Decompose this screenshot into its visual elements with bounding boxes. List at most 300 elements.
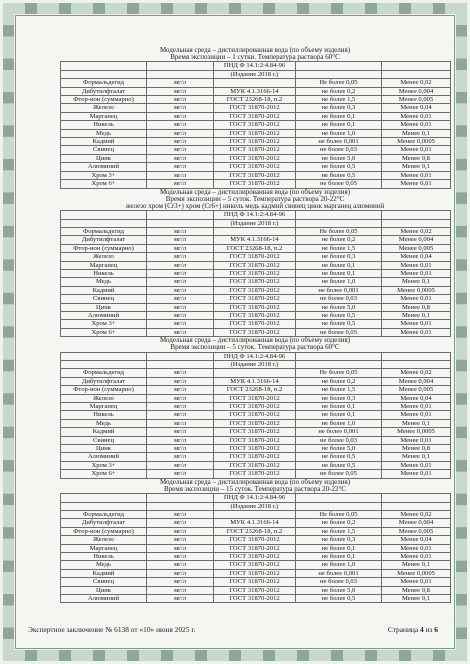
- cell-unit: мг/л: [147, 138, 214, 146]
- table-row: [61, 419, 451, 427]
- table-row: [61, 104, 451, 112]
- table-row: [61, 561, 451, 569]
- cell-method: ГОСТ 31870-2012: [214, 112, 296, 120]
- cell-indicator: Железо: [61, 253, 147, 261]
- cell-unit: мг/л: [147, 436, 214, 444]
- cell-norm: Менее 0,01: [382, 403, 451, 411]
- empty-cell: [61, 219, 147, 227]
- cell-method: ГОСТ 31870-2012: [214, 295, 296, 303]
- cell-method: ГОСТ 31870-2012: [214, 278, 296, 286]
- table-row: [61, 536, 451, 544]
- cell-unit: мг/л: [147, 561, 214, 569]
- table-row: [61, 253, 451, 261]
- cell-result: не более 0,5: [296, 453, 382, 461]
- empty-cell: [382, 70, 451, 78]
- empty-cell: [147, 62, 214, 70]
- cell-unit: мг/л: [147, 470, 214, 478]
- cell-method: ГОСТ 31870-2012: [214, 171, 296, 179]
- cell-indicator: Медь: [61, 129, 147, 137]
- cell-unit: мг/л: [147, 269, 214, 277]
- cell-norm: Менее 0,8: [382, 154, 451, 162]
- method-header-row: [61, 502, 451, 510]
- cell-unit: мг/л: [147, 369, 214, 377]
- cell-indicator: Цинк: [61, 303, 147, 311]
- table-row: [61, 129, 451, 137]
- cell-norm: Менее 0,005: [382, 527, 451, 535]
- cell-unit: мг/л: [147, 154, 214, 162]
- cell-norm: Менее 0,01: [382, 269, 451, 277]
- cell-unit: мг/л: [147, 569, 214, 577]
- empty-cell: [61, 494, 147, 502]
- table-row: [61, 163, 451, 171]
- empty-cell: [296, 219, 382, 227]
- cell-indicator: Марганец: [61, 112, 147, 120]
- table-row: [61, 510, 451, 518]
- cell-indicator: Дибутилфталат: [61, 87, 147, 95]
- cell-indicator: Алюминий: [61, 163, 147, 171]
- cell-unit: мг/л: [147, 236, 214, 244]
- cell-result: не более 0,3: [296, 253, 382, 261]
- cell-norm: Менее 0,1: [382, 419, 451, 427]
- cell-result: не более 1,0: [296, 278, 382, 286]
- cell-result: не более 0,3: [296, 394, 382, 402]
- cell-indicator: Цинк: [61, 586, 147, 594]
- cell-unit: мг/л: [147, 594, 214, 602]
- table-row: [61, 96, 451, 104]
- cell-method: ГОСТ 31870-2012: [214, 286, 296, 294]
- cell-unit: мг/л: [147, 129, 214, 137]
- cell-result: не более 0,5: [296, 311, 382, 319]
- cell-result: не более 0,03: [296, 578, 382, 586]
- cell-unit: мг/л: [147, 303, 214, 311]
- cell-norm: Менее 0,04: [382, 104, 451, 112]
- cell-method: ГОСТ 23268-18, п.2: [214, 96, 296, 104]
- cell-result: не более 5,0: [296, 586, 382, 594]
- cell-indicator: Железо: [61, 104, 147, 112]
- method-header-row: [61, 211, 451, 219]
- cell-indicator: Железо: [61, 536, 147, 544]
- cell-norm: Менее 0,1: [382, 594, 451, 602]
- method-header-row: [61, 62, 451, 70]
- cell-result: не более 5,0: [296, 445, 382, 453]
- section-title: Время экспозиции – 5 суток. Температура раствора 60°С: [170, 343, 340, 352]
- cell-method: ГОСТ 31870-2012: [214, 411, 296, 419]
- cell-unit: мг/л: [147, 244, 214, 252]
- cell-unit: мг/л: [147, 394, 214, 402]
- cell-indicator: Никель: [61, 121, 147, 129]
- results-table: [60, 352, 451, 479]
- cell-method: [214, 510, 296, 518]
- cell-result: не более 0,1: [296, 403, 382, 411]
- section-title: Модельная среда – дистиллированная вода (по объему изделия): [159, 477, 351, 486]
- cell-method: ГОСТ 31870-2012: [214, 470, 296, 478]
- cell-indicator: Фтор-ион (суммарно): [61, 527, 147, 535]
- cell-indicator: Дибутилфталат: [61, 519, 147, 527]
- cell-result: не более 0,001: [296, 138, 382, 146]
- empty-cell: [382, 352, 451, 360]
- method-header-row: [61, 352, 451, 360]
- cell-unit: мг/л: [147, 146, 214, 154]
- table-row: [61, 227, 451, 235]
- cell-unit: мг/л: [147, 552, 214, 560]
- cell-method: ГОСТ 31870-2012: [214, 269, 296, 277]
- cell-unit: мг/л: [147, 328, 214, 336]
- method-header-row: [61, 494, 451, 502]
- cell-method: ГОСТ 31870-2012: [214, 403, 296, 411]
- cell-norm: Менее 0,04: [382, 253, 451, 261]
- table-row: [61, 544, 451, 552]
- empty-cell: [147, 494, 214, 502]
- cell-indicator: Цинк: [61, 154, 147, 162]
- cell-norm: Менее 0,004: [382, 519, 451, 527]
- cell-indicator: Формальдегид: [61, 227, 147, 235]
- empty-cell: [147, 211, 214, 219]
- cell-indicator: Медь: [61, 419, 147, 427]
- cell-unit: мг/л: [147, 104, 214, 112]
- cell-method: [214, 227, 296, 235]
- cell-method: [214, 79, 296, 87]
- table-row: [61, 269, 451, 277]
- table-row: [61, 411, 451, 419]
- table-row: [61, 470, 451, 478]
- cell-method: ГОСТ 23268-18, п.2: [214, 244, 296, 252]
- empty-cell: [61, 70, 147, 78]
- cell-unit: мг/л: [147, 121, 214, 129]
- empty-cell: [296, 494, 382, 502]
- method-header-row: [61, 70, 451, 78]
- cell-method: ГОСТ 31870-2012: [214, 569, 296, 577]
- cell-result: не более 0,3: [296, 536, 382, 544]
- cell-norm: Менее 0,04: [382, 536, 451, 544]
- cell-indicator: Кадмий: [61, 138, 147, 146]
- table-row: [61, 445, 451, 453]
- cell-norm: Менее 0,1: [382, 561, 451, 569]
- footer-page-prefix: Страница: [387, 625, 421, 634]
- cell-method: ГОСТ 31870-2012: [214, 428, 296, 436]
- cell-unit: мг/л: [147, 295, 214, 303]
- cell-unit: мг/л: [147, 278, 214, 286]
- footer-page-number: [388, 625, 438, 634]
- cell-indicator: Кадмий: [61, 428, 147, 436]
- cell-norm: Менее 0,01: [382, 436, 451, 444]
- table-row: [61, 121, 451, 129]
- table-row: [61, 138, 451, 146]
- method-header-cell: ПНД Ф 14.1:2:4.84-96: [214, 352, 296, 360]
- cell-result: Не более 0,05: [296, 79, 382, 87]
- cell-result: не более 0,001: [296, 286, 382, 294]
- cell-norm: Менее 0,005: [382, 96, 451, 104]
- cell-method: ГОСТ 23268-18, п.2: [214, 386, 296, 394]
- cell-result: не более 0,5: [296, 594, 382, 602]
- cell-indicator: Никель: [61, 411, 147, 419]
- section-title: Модельная среда – дистиллированная вода (по объему изделия): [159, 336, 351, 345]
- cell-unit: мг/л: [147, 253, 214, 261]
- cell-indicator: Хром 6+: [61, 328, 147, 336]
- cell-result: не более 0,1: [296, 411, 382, 419]
- cell-method: ГОСТ 31870-2012: [214, 461, 296, 469]
- cell-method: ГОСТ 31870-2012: [214, 328, 296, 336]
- table-row: [61, 311, 451, 319]
- cell-indicator: Формальдегид: [61, 369, 147, 377]
- cell-method: ГОСТ 31870-2012: [214, 320, 296, 328]
- cell-norm: Менее 0,005: [382, 244, 451, 252]
- table-row: [61, 261, 451, 269]
- table-row: [61, 171, 451, 179]
- cell-norm: Менее 0,1: [382, 311, 451, 319]
- table-row: [61, 394, 451, 402]
- cell-result: не более 0,001: [296, 569, 382, 577]
- cell-indicator: Никель: [61, 269, 147, 277]
- cell-norm: Менее 0,01: [382, 578, 451, 586]
- method-header-cell: (Издание 2018 г.): [214, 361, 296, 369]
- cell-result: не более 0,03: [296, 436, 382, 444]
- cell-indicator: Алюминий: [61, 453, 147, 461]
- table-row: [61, 87, 451, 95]
- cell-method: [214, 369, 296, 377]
- cell-method: ГОСТ 23268-18, п.2: [214, 527, 296, 535]
- cell-indicator: Хром 3+: [61, 320, 147, 328]
- method-header-row: [61, 361, 451, 369]
- cell-method: ГОСТ 31870-2012: [214, 445, 296, 453]
- cell-unit: мг/л: [147, 79, 214, 87]
- cell-norm: Менее 0,01: [382, 261, 451, 269]
- cell-indicator: Формальдегид: [61, 510, 147, 518]
- cell-norm: Менее 0,01: [382, 470, 451, 478]
- cell-norm: Менее 0,0005: [382, 569, 451, 577]
- tables-area: [60, 47, 450, 603]
- footer-page-current: 4: [420, 625, 424, 634]
- cell-result: не более 0,2: [296, 519, 382, 527]
- cell-method: ГОСТ 31870-2012: [214, 121, 296, 129]
- empty-cell: [61, 361, 147, 369]
- empty-cell: [61, 502, 147, 510]
- cell-result: Не более 0,05: [296, 369, 382, 377]
- empty-cell: [296, 70, 382, 78]
- cell-method: ГОСТ 31870-2012: [214, 163, 296, 171]
- cell-norm: Менее 0,004: [382, 236, 451, 244]
- cell-unit: мг/л: [147, 227, 214, 235]
- empty-cell: [147, 352, 214, 360]
- cell-result: не более 0,1: [296, 552, 382, 560]
- empty-cell: [61, 352, 147, 360]
- cell-unit: мг/л: [147, 519, 214, 527]
- cell-method: МУК 4.1.3166-14: [214, 87, 296, 95]
- section-title: железо хром (Cr3+) хром (Cr6+) никель медь кадмий свинец цинк марганец алюминий: [125, 201, 385, 210]
- results-table: [60, 493, 451, 603]
- table-row: [61, 386, 451, 394]
- cell-method: ГОСТ 31870-2012: [214, 138, 296, 146]
- cell-method: ГОСТ 31870-2012: [214, 453, 296, 461]
- cell-unit: мг/л: [147, 180, 214, 188]
- cell-indicator: Марганец: [61, 403, 147, 411]
- table-row: [61, 586, 451, 594]
- section-title: Время экспозиции – 1 сутки. Температура раствора 60°С: [170, 53, 340, 62]
- empty-cell: [382, 211, 451, 219]
- method-header-cell: (Издание 2018 г.): [214, 502, 296, 510]
- cell-indicator: Фтор-ион (суммарно): [61, 96, 147, 104]
- cell-method: ГОСТ 31870-2012: [214, 394, 296, 402]
- cell-method: МУК 4.1.3166-14: [214, 519, 296, 527]
- cell-result: не более 0,1: [296, 112, 382, 120]
- cell-result: не более 0,5: [296, 320, 382, 328]
- empty-cell: [296, 211, 382, 219]
- cell-indicator: Кадмий: [61, 569, 147, 577]
- table-row: [61, 295, 451, 303]
- results-table: [60, 61, 451, 188]
- cell-norm: Менее 0,004: [382, 377, 451, 385]
- cell-method: ГОСТ 31870-2012: [214, 180, 296, 188]
- empty-cell: [147, 502, 214, 510]
- cell-indicator: Фтор-ион (суммарно): [61, 244, 147, 252]
- empty-cell: [296, 502, 382, 510]
- cell-norm: Менее 0,01: [382, 320, 451, 328]
- cell-indicator: Хром 6+: [61, 180, 147, 188]
- cell-method: ГОСТ 31870-2012: [214, 419, 296, 427]
- method-header-cell: (Издание 2018 г.): [214, 70, 296, 78]
- cell-method: ГОСТ 31870-2012: [214, 552, 296, 560]
- cell-result: не более 1,5: [296, 527, 382, 535]
- table-row: [61, 594, 451, 602]
- empty-cell: [296, 361, 382, 369]
- results-table: [60, 210, 451, 337]
- table-row: [61, 436, 451, 444]
- cell-unit: мг/л: [147, 461, 214, 469]
- table-row: [61, 244, 451, 252]
- empty-cell: [61, 62, 147, 70]
- cell-result: не более 0,5: [296, 461, 382, 469]
- cell-unit: мг/л: [147, 578, 214, 586]
- cell-method: ГОСТ 31870-2012: [214, 104, 296, 112]
- cell-unit: мг/л: [147, 445, 214, 453]
- table-row: [61, 578, 451, 586]
- empty-cell: [147, 70, 214, 78]
- table-row: [61, 320, 451, 328]
- cell-result: не более 0,05: [296, 470, 382, 478]
- cell-norm: Менее 0,01: [382, 295, 451, 303]
- cell-unit: мг/л: [147, 403, 214, 411]
- cell-method: ГОСТ 31870-2012: [214, 536, 296, 544]
- cell-unit: мг/л: [147, 453, 214, 461]
- cell-indicator: Цинк: [61, 445, 147, 453]
- section-title: Время экспозиции – 15 суток. Температура раствора 20-22°С: [164, 484, 346, 493]
- cell-result: не более 0,2: [296, 87, 382, 95]
- cell-result: не более 0,3: [296, 104, 382, 112]
- cell-result: не более 0,1: [296, 121, 382, 129]
- table-row: [61, 569, 451, 577]
- cell-method: ГОСТ 31870-2012: [214, 154, 296, 162]
- cell-result: не более 5,0: [296, 303, 382, 311]
- cell-indicator: Хром 6+: [61, 470, 147, 478]
- cell-norm: Менее 0,8: [382, 586, 451, 594]
- cell-method: ГОСТ 31870-2012: [214, 586, 296, 594]
- cell-result: не более 5,0: [296, 154, 382, 162]
- cell-indicator: Железо: [61, 394, 147, 402]
- method-header-row: [61, 219, 451, 227]
- cell-unit: мг/л: [147, 377, 214, 385]
- cell-method: ГОСТ 31870-2012: [214, 303, 296, 311]
- table-row: [61, 453, 451, 461]
- cell-indicator: Свинец: [61, 578, 147, 586]
- cell-result: не более 1,0: [296, 561, 382, 569]
- cell-norm: Менее 0,005: [382, 386, 451, 394]
- cell-norm: Менее 0,02: [382, 227, 451, 235]
- cell-method: МУК 4.1.3166-14: [214, 236, 296, 244]
- cell-result: не более 0,1: [296, 544, 382, 552]
- cell-result: не более 1,5: [296, 244, 382, 252]
- table-row: [61, 236, 451, 244]
- cell-method: ГОСТ 31870-2012: [214, 578, 296, 586]
- cell-norm: Менее 0,01: [382, 112, 451, 120]
- cell-result: не более 0,2: [296, 377, 382, 385]
- cell-indicator: Хром 3+: [61, 171, 147, 179]
- cell-unit: мг/л: [147, 536, 214, 544]
- footer-document-ref: Экспертное заключение № 6138 от «10» июня 2025 г.: [28, 625, 196, 634]
- table-row: [61, 146, 451, 154]
- cell-norm: Менее 0,8: [382, 303, 451, 311]
- cell-result: не более 0,05: [296, 180, 382, 188]
- cell-result: не более 0,03: [296, 295, 382, 303]
- cell-norm: Менее 0,1: [382, 278, 451, 286]
- cell-norm: Менее 0,01: [382, 461, 451, 469]
- table-row: [61, 527, 451, 535]
- method-header-cell: ПНД Ф 14.1:2:4.84-96: [214, 211, 296, 219]
- empty-cell: [147, 219, 214, 227]
- cell-method: ГОСТ 31870-2012: [214, 261, 296, 269]
- cell-result: Не более 0,05: [296, 510, 382, 518]
- cell-indicator: Хром 3+: [61, 461, 147, 469]
- cell-indicator: Медь: [61, 561, 147, 569]
- empty-cell: [296, 352, 382, 360]
- cell-unit: мг/л: [147, 87, 214, 95]
- empty-cell: [147, 361, 214, 369]
- cell-norm: Менее 0,01: [382, 552, 451, 560]
- cell-indicator: Формальдегид: [61, 79, 147, 87]
- cell-unit: мг/л: [147, 419, 214, 427]
- empty-cell: [61, 211, 147, 219]
- cell-indicator: Марганец: [61, 544, 147, 552]
- table-row: [61, 369, 451, 377]
- cell-indicator: Дибутилфталат: [61, 236, 147, 244]
- empty-cell: [382, 361, 451, 369]
- cell-indicator: Свинец: [61, 146, 147, 154]
- cell-indicator: Алюминий: [61, 311, 147, 319]
- cell-norm: Менее 0,01: [382, 146, 451, 154]
- cell-norm: Менее 0,0005: [382, 428, 451, 436]
- cell-norm: Менее 0,01: [382, 171, 451, 179]
- empty-cell: [382, 502, 451, 510]
- table-row: [61, 461, 451, 469]
- cell-result: не более 0,5: [296, 171, 382, 179]
- cell-norm: Менее 0,01: [382, 544, 451, 552]
- method-header-cell: ПНД Ф 14.1:2:4.84-96: [214, 494, 296, 502]
- section-title: Модельная среда – дистиллированная вода (по объему изделия): [159, 187, 351, 196]
- cell-indicator: Кадмий: [61, 286, 147, 294]
- cell-result: не более 0,1: [296, 261, 382, 269]
- cell-norm: Менее 0,01: [382, 121, 451, 129]
- cell-norm: Менее 0,0005: [382, 286, 451, 294]
- cell-unit: мг/л: [147, 586, 214, 594]
- cell-unit: мг/л: [147, 320, 214, 328]
- cell-unit: мг/л: [147, 510, 214, 518]
- cell-unit: мг/л: [147, 261, 214, 269]
- cell-unit: мг/л: [147, 428, 214, 436]
- cell-result: не более 1,0: [296, 419, 382, 427]
- cell-norm: Менее 0,004: [382, 87, 451, 95]
- cell-method: ГОСТ 31870-2012: [214, 146, 296, 154]
- empty-cell: [296, 62, 382, 70]
- cell-unit: мг/л: [147, 171, 214, 179]
- method-header-cell: ПНД Ф 14.1:2:4.84-96: [214, 62, 296, 70]
